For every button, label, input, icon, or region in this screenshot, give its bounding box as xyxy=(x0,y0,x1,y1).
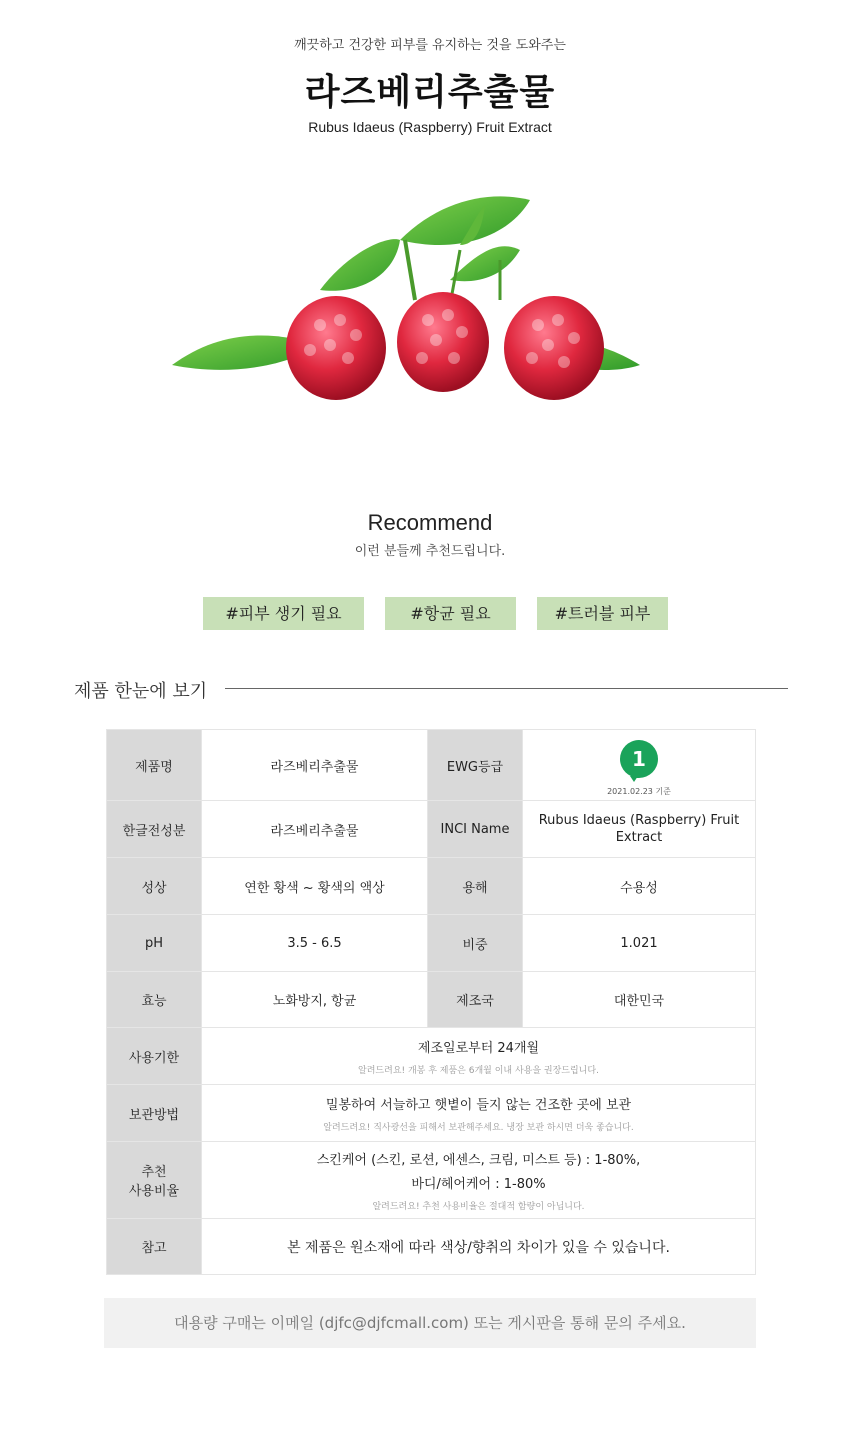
origin-label: 제조국 xyxy=(428,972,523,1028)
ewg-cell xyxy=(523,730,756,801)
gravity-label: 비중 xyxy=(428,915,523,972)
storage-label: 보관방법 xyxy=(107,1085,202,1142)
table-row xyxy=(107,801,756,858)
raspberry-image xyxy=(160,180,660,420)
tag-antibacterial: #항균 필요 xyxy=(385,597,516,630)
korean-ingredient-label: 한글전성분 xyxy=(107,801,202,858)
shelf-life-note: 알려드려요! 개봉 후 제품은 6개월 이내 사용을 권장드립니다. xyxy=(358,1065,599,1076)
product-name-label: 제품명 xyxy=(107,730,202,801)
section-divider xyxy=(225,688,788,689)
ph-label: pH xyxy=(107,915,202,972)
storage-value: 밀봉하여 서늘하고 햇볕이 들지 않는 건조한 곳에 보관 xyxy=(325,1097,632,1113)
inci-label: INCI Name xyxy=(428,801,523,858)
ewg-label: EWG등급 xyxy=(428,730,523,801)
tag-skin-vitality: #피부 생기 필요 xyxy=(203,597,364,630)
table-row xyxy=(107,972,756,1028)
shelf-life-cell xyxy=(202,1028,756,1085)
shelf-life-label: 사용기한 xyxy=(107,1028,202,1085)
reference-value: 본 제품은 원소재에 따라 색상/향취의 차이가 있을 수 있습니다. xyxy=(202,1219,756,1275)
property-label: 성상 xyxy=(107,858,202,915)
table-row xyxy=(107,1142,756,1219)
table-row xyxy=(107,1028,756,1085)
storage-note: 알려드려요! 직사광선을 피해서 보관해주세요. 냉장 보관 하시면 더욱 좋습니다. xyxy=(323,1122,634,1133)
usage-ratio-skincare: 스킨케어 (스킨, 로션, 에센스, 크림, 미스트 등) : 1-80%, xyxy=(316,1152,641,1168)
usage-ratio-body: 바디/헤어케어 : 1-80% xyxy=(411,1176,546,1192)
spec-table xyxy=(106,729,756,1275)
storage-cell xyxy=(202,1085,756,1142)
table-row xyxy=(107,730,756,801)
gravity-value: 1.021 xyxy=(523,915,756,972)
property-value: 연한 황색 ~ 황색의 액상 xyxy=(202,858,428,915)
bulk-purchase-notice: 대용량 구매는 이메일 (djfc@djfcmall.com) 또는 게시판을 통해 문의 주세요. xyxy=(104,1298,756,1348)
solubility-value: 수용성 xyxy=(523,858,756,915)
usage-ratio-note: 알려드려요! 추천 사용비율은 절대적 함량이 아닙니다. xyxy=(372,1201,585,1212)
origin-value: 대한민국 xyxy=(523,972,756,1028)
recommend-heading: Recommend xyxy=(367,510,493,535)
korean-ingredient-value: 라즈베리추출물 xyxy=(202,801,428,858)
ewg-date: 2021.02.23 기준 xyxy=(607,786,671,796)
product-latin-name: Rubus Idaeus (Raspberry) Fruit Extract xyxy=(308,119,552,135)
reference-label: 참고 xyxy=(107,1219,202,1275)
solubility-label: 용해 xyxy=(428,858,523,915)
glance-section-title: 제품 한눈에 보기 xyxy=(74,677,215,703)
efficacy-value: 노화방지, 항균 xyxy=(202,972,428,1028)
table-row xyxy=(107,1085,756,1142)
table-row xyxy=(107,915,756,972)
usage-ratio-label-line2: 사용비율 xyxy=(128,1184,180,1199)
recommend-subtitle: 이런 분들께 추천드립니다. xyxy=(354,544,506,559)
intro-subtitle: 깨끗하고 건강한 피부를 유지하는 것을 도와주는 xyxy=(294,38,566,53)
product-name-value: 라즈베리추출물 xyxy=(202,730,428,801)
tag-trouble-skin: #트러블 피부 xyxy=(537,597,668,630)
shelf-life-value: 제조일로부터 24개월 xyxy=(417,1040,540,1056)
usage-ratio-cell xyxy=(202,1142,756,1219)
usage-ratio-label xyxy=(107,1142,202,1219)
usage-ratio-label-line1: 추천 xyxy=(141,1165,167,1180)
product-title: 라즈베리추출물 xyxy=(304,72,556,113)
ewg-grade-badge: 1 xyxy=(620,740,658,778)
inci-value: Rubus Idaeus (Raspberry) Fruit Extract xyxy=(523,801,756,858)
efficacy-label: 효능 xyxy=(107,972,202,1028)
table-row xyxy=(107,858,756,915)
table-row xyxy=(107,1219,756,1275)
ph-value: 3.5 - 6.5 xyxy=(202,915,428,972)
